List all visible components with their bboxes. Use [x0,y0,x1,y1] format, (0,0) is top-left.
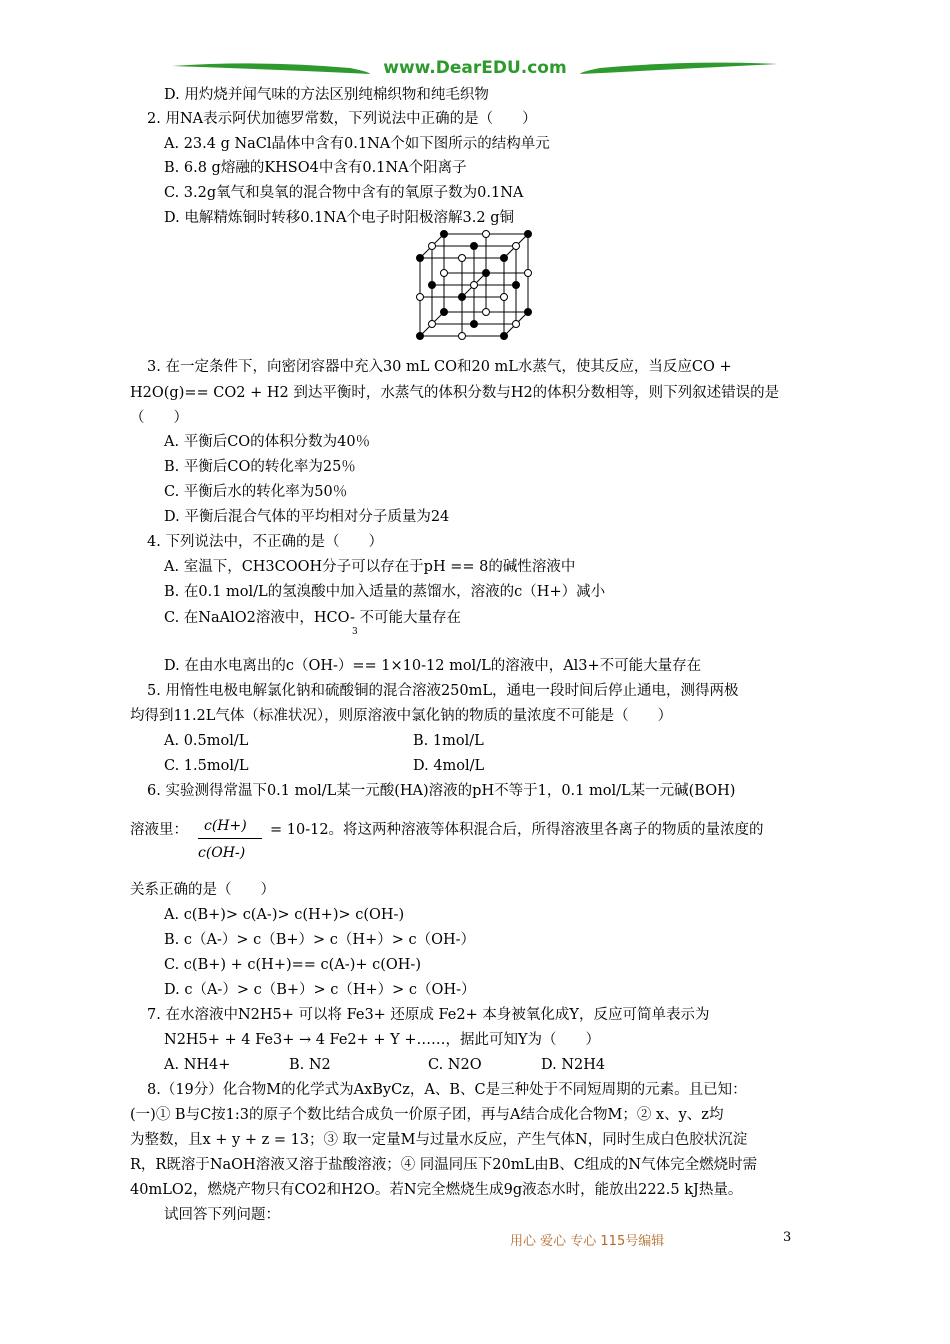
fraction-denominator: c(OH-) [198,845,246,861]
option-3c: C. 平衡后水的转化率为50％ [164,484,348,500]
option-5c: C. 1.5mol/L [164,758,249,774]
question-3: 3. 在一定条件下，向密闭容器中充入30 mL CO和20 mL水蒸气，使其反应，当反应CO + [147,359,732,375]
text-line: 均得到11.2L气体（标准状况），则原溶液中氯化钠的物质的量浓度不可能是（ ） [130,708,673,724]
option-2a: A. 23.4 g NaCl晶体中含有0.1NA个如下图所示的结构单元 [164,136,550,152]
text-line: 40mLO2，燃烧产物只有CO2和H2O。若N完全燃烧生成9g液态水时，能放出222.5 kJ热量。 [130,1182,743,1198]
option-3d: D. 平衡后混合气体的平均相对分子质量为24 [164,509,450,525]
option-3b: B. 平衡后CO的转化率为25％ [164,459,356,475]
option-7c: C. N2O [428,1057,482,1073]
header-logo [170,56,780,86]
question-7: 7. 在水溶液中N2H5+ 可以将 Fe3+ 还原成 Fe2+ 本身被氧化成Y，反应可简单表示为 [147,1007,710,1023]
option-7b: B. N2 [289,1057,331,1073]
question-8: 8.（19分）化合物M的化学式为AxByCz，A、B、C是三种处于不同短周期的元素。且已知： [147,1082,747,1098]
text-line: R，R既溶于NaOH溶液又溶于盐酸溶液；④ 同温同压下20mL由B、C组成的N气体完全燃烧时需 [130,1157,758,1173]
option-2b: B. 6.8 g熔融的KHSO4中含有0.1NA个阳离子 [164,160,467,176]
text-line: (一)① B与C按1:3的原子个数比结合成负一价原子团，再与A结合成化合物M；② x、y、z均 [130,1107,724,1123]
option-2c: C. 3.2g氧气和臭氧的混合物中含有的氧原子数为0.1NA [164,185,524,201]
option-6d: D. c（A-）> c（B+）> c（H+）> c（OH-） [164,982,476,998]
option-2d: D. 电解精炼铜时转移0.1NA个电子时阳极溶解3.2 g铜 [164,210,514,226]
option-7d: D. N2H4 [541,1057,606,1073]
option-5d: D. 4mol/L [413,758,485,774]
question-5: 5. 用惰性电极电解氯化钠和硫酸铜的混合溶液250mL，通电一段时间后停止通电，测得两极 [147,683,739,699]
text-line: （ ） [130,410,188,426]
text-line: D. 用灼烧并闻气味的方法区别纯棉织物和纯毛织物 [164,87,489,103]
option-4a: A. 室温下，CH3COOH分子可以存在于pH == 8的碱性溶液中 [164,559,576,575]
text-line: = 10-12。将这两种溶液等体积混合后，所得溶液里各离子的物质的量浓度的 [270,822,764,838]
option-6c: C. c(B+) + c(H+)== c(A-)+ c(OH-) [164,957,421,973]
text-line: 溶液里： [130,822,188,838]
logo-text: www.DearEDU.com [383,58,567,78]
question-4: 4. 下列说法中，不正确的是（ ） [147,534,383,550]
question-2: 2. 用NA表示阿伏加德罗常数，下列说法中正确的是（ ） [147,111,537,127]
subscript-3: 3 [352,627,358,637]
option-4d: D. 在由水电离出的c（OH-）== 1×10-12 mol/L的溶液中，Al3+不可能大量存在 [164,658,702,674]
footer-note: 用心 爱心 专心 115号编辑 [510,1234,665,1249]
fraction-h-oh [198,814,264,866]
text-line: N2H5+ + 4 Fe3+ → 4 Fe2+ + Y +……，据此可知Y为（ ） [164,1032,601,1048]
fraction-bar [198,838,262,839]
option-4c: C. 在NaAlO2溶液中，HCO- 不可能大量存在 [164,610,462,626]
nacl-crystal-figure [412,228,536,340]
fraction-numerator: c(H+) [204,818,247,834]
text-line: 试回答下列问题： [164,1207,280,1223]
text-line: 为整数，且x + y + z = 13；③ 取一定量M与过量水反应，产生气体N，同时生成白色胶状沉淀 [130,1132,748,1148]
question-6: 6. 实验测得常温下0.1 mol/L某一元酸(HA)溶液的pH不等于1，0.1 mol/L某一元碱(BOH) [147,783,736,799]
option-7a: A. NH4+ [164,1057,231,1073]
option-5b: B. 1mol/L [413,733,484,749]
text-line: 关系正确的是（ ） [130,882,275,898]
page-number: 3 [783,1230,792,1245]
option-4b: B. 在0.1 mol/L的氢溴酸中加入适量的蒸馏水，溶液的c（H+）减小 [164,584,606,600]
option-5a: A. 0.5mol/L [164,733,249,749]
option-3a: A. 平衡后CO的体积分数为40％ [164,434,371,450]
option-6a: A. c(B+)> c(A-)> c(H+)> c(OH-) [164,907,405,923]
option-6b: B. c（A-）> c（B+）> c（H+）> c（OH-） [164,932,476,948]
text-line: H2O(g)== CO2 + H2 到达平衡时，水蒸气的体积分数与H2的体积分数相等，则下列叙述错误的是 [130,385,780,401]
